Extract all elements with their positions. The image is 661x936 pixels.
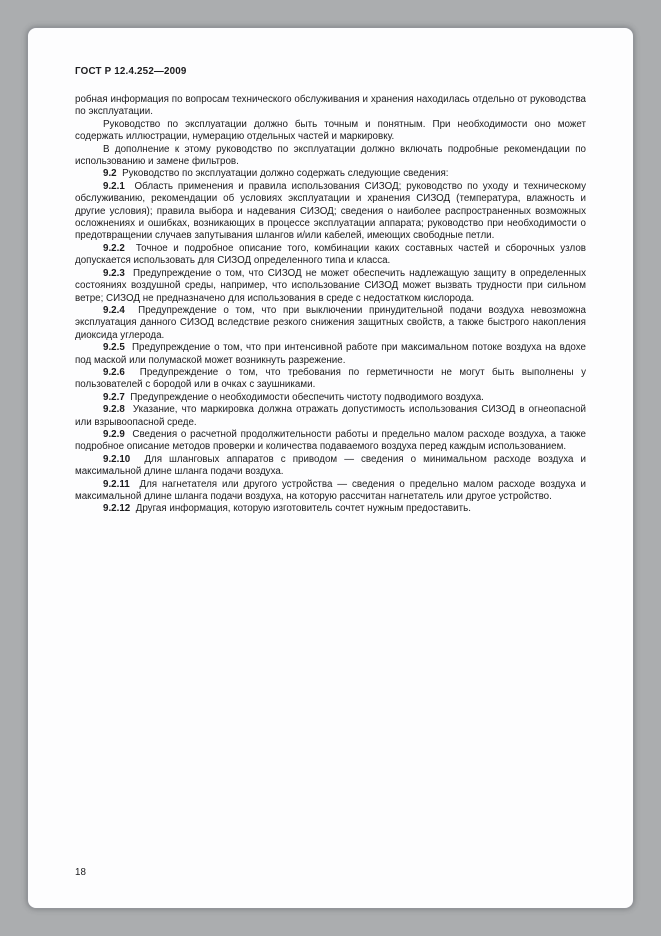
clause-paragraph: 9.2.10 Для шланговых аппаратов с приводом — сведения о минимальном расходе воздуха и максимальной длине шланга подачи воздуха.	[75, 453, 586, 478]
clause-number: 9.2.6	[103, 366, 125, 378]
clause-paragraph: 9.2.9 Сведения о расчетной продолжительности работы и предельно малом расходе воздуха, а также подробное описание методов проверки и количества подаваемого воздуха перед каждым использованием.	[75, 428, 586, 453]
clause-paragraph: 9.2.11 Для нагнетателя или другого устройства — сведения о предельно малом расходе воздуха и максимальной длине шланга подачи воздуха, на которую рассчитан нагнетатель или другое устройство.	[75, 478, 586, 502]
clause-paragraph: 9.2.5 Предупреждение о том, что при интенсивной работе при максимальном потоке воздуха на вдохе под маской или полумаской может возникнуть разрежение.	[75, 342, 586, 366]
page-number: 18	[75, 867, 86, 878]
paragraph: В дополнение к этому руководство по эксплуатации должно включать подробные рекомендации по использованию и замене фильтров.	[75, 143, 586, 168]
document-body	[75, 94, 586, 516]
clause-number: 9.2	[103, 168, 117, 180]
clause-paragraph: 9.2 Руководство по эксплуатации должно содержать следующие сведения:	[103, 168, 449, 180]
clause-paragraph: 9.2.1 Область применения и правила использования СИЗОД; руководство по уходу и техническому обслуживанию, рекомендации об условиях эксплуатации и хранения СИЗОД (температура, влажность и другие условия); правила выбора и надевания СИЗОД; сведения о наиболее распространенных возможных осложнениях и ошибках, возникающих в процессе эксплуатации аппарата; руководство при необходимости о предотвращении случаев запутывания шлангов и/или кабелей, имеющих свободные петли.	[75, 180, 586, 242]
clause-number: 9.2.5	[103, 342, 125, 354]
clause-paragraph: 9.2.6 Предупреждение о том, что требования по герметичности не могут быть выполнены у пользователей с бородой или в очках с заушниками.	[75, 366, 586, 391]
clause-number: 9.2.10	[103, 453, 131, 465]
clause-number: 9.2.3	[103, 267, 125, 279]
clause-number: 9.2.4	[103, 304, 125, 316]
document-page	[27, 27, 634, 909]
clause-number: 9.2.11	[103, 478, 130, 490]
clause-paragraph: 9.2.7 Предупреждение о необходимости обеспечить чистоту подводимого воздуха.	[103, 391, 484, 403]
clause-paragraph: 9.2.8 Указание, что маркировка должна отражать допустимость использования СИЗОД в огнеопасной или взрывоопасной среде.	[75, 404, 586, 428]
paragraph: робная информация по вопросам технического обслуживания и хранения находилась отдельно от руководства по эксплуатации.	[75, 94, 586, 118]
clause-paragraph: 9.2.2 Точное и подробное описание того, комбинации каких составных частей и сборочных узлов допускается использовать для СИЗОД определенного типа и класса.	[75, 242, 586, 267]
clause-paragraph: 9.2.4 Предупреждение о том, что при выключении принудительной подачи воздуха невозможна эксплуатация данного СИЗОД вследствие резкого снижения защитных свойств, а также быстрого накопления диоксида углерода.	[75, 304, 586, 341]
clause-number: 9.2.7	[103, 391, 125, 403]
clause-number: 9.2.2	[103, 242, 125, 254]
paragraph: Руководство по эксплуатации должно быть точным и понятным. При необходимости оно может содержать иллюстрации, нумерацию отдельных частей и маркировку.	[75, 118, 586, 143]
clause-number: 9.2.1	[103, 180, 125, 192]
clause-number: 9.2.9	[103, 428, 125, 440]
clause-number: 9.2.8	[103, 404, 125, 416]
clause-paragraph: 9.2.3 Предупреждение о том, что СИЗОД не может обеспечить надлежащую защиту в определенных состояниях воздушной среды, например, что использование СИЗОД может вызвать трудности при сильном ветре; СИЗОД не предназначено для использования в среде с недостатком кислорода.	[75, 267, 586, 304]
running-header: ГОСТ Р 12.4.252—2009	[75, 66, 187, 77]
clause-paragraph: 9.2.12 Другая информация, которую изготовитель сочтет нужным предоставить.	[103, 503, 471, 515]
clause-number: 9.2.12	[103, 503, 131, 515]
